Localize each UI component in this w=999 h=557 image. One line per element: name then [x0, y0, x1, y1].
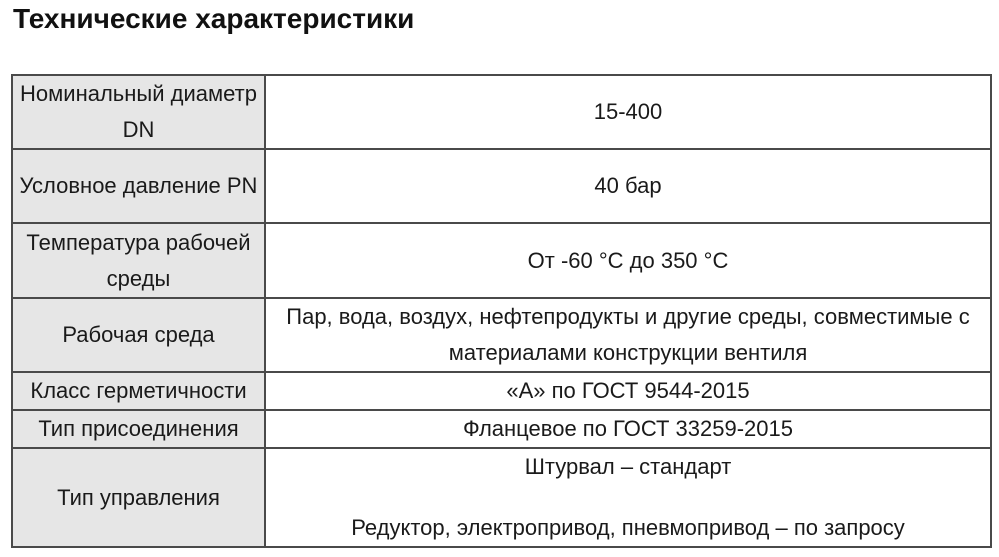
- page-title: Технические характеристики: [13, 3, 415, 34]
- table-row: [12, 372, 991, 410]
- table-row: [12, 448, 991, 547]
- spec-label-nominal-pressure: Условное давление PN: [12, 149, 265, 223]
- spec-value-connection-type: Фланцевое по ГОСТ 33259-2015: [265, 410, 991, 448]
- table-row: [12, 223, 991, 298]
- table-row: [12, 410, 991, 448]
- spec-label-control-type: Тип управления: [12, 448, 265, 547]
- control-type-on-request: Редуктор, электропривод, пневмопривод – по запросу: [351, 515, 905, 540]
- spec-value-tightness-class: «А» по ГОСТ 9544-2015: [265, 372, 991, 410]
- control-type-standard: Штурвал – стандарт: [524, 454, 732, 479]
- spec-value-medium-temperature: От -60 °C до 350 °C: [265, 223, 991, 298]
- table-row: [12, 298, 991, 372]
- specs-table: [11, 74, 992, 548]
- spec-label-working-medium: Рабочая среда: [12, 298, 265, 372]
- spec-value-control-type: [265, 448, 991, 547]
- spec-label-nominal-diameter: Номинальный диаметр DN: [12, 75, 265, 149]
- spec-value-nominal-diameter: 15-400: [265, 75, 991, 149]
- table-row: [12, 75, 991, 149]
- spec-value-working-medium: Пар, вода, воздух, нефтепродукты и другие среды, совместимые с материалами конструкции вентиля: [265, 298, 991, 372]
- table-row: [12, 149, 991, 223]
- spec-label-connection-type: Тип присоединения: [12, 410, 265, 448]
- spec-label-tightness-class: Класс герметичности: [12, 372, 265, 410]
- spec-value-nominal-pressure: 40 бар: [265, 149, 991, 223]
- spec-label-medium-temperature: Температура рабочей среды: [12, 223, 265, 298]
